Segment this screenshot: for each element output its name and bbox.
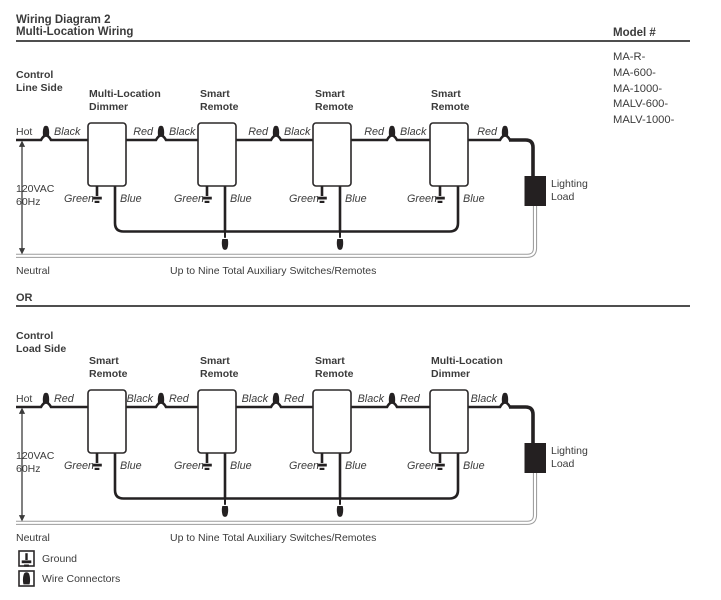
load-label-line1: Lighting (551, 178, 588, 190)
output-wire-label: Black (470, 393, 497, 405)
model-number: MA-600- (613, 66, 656, 79)
section-label-line1: Control (16, 69, 54, 81)
or-rule (16, 305, 690, 307)
ground-wire-label: Green (63, 193, 94, 205)
header-rule (16, 40, 690, 42)
device-name: Smart (200, 88, 230, 100)
output-wire-label: Red (133, 126, 153, 138)
wire-connector-icon (337, 506, 343, 517)
model-number: MA-1000- (613, 82, 663, 95)
traveler-wire-label: Blue (463, 460, 485, 472)
wire-connector-icon (222, 239, 228, 250)
input-wire-label: Red (284, 393, 304, 405)
wire-connector-icon (389, 393, 395, 404)
device-name: Multi-Location (89, 88, 161, 100)
traveler-wire-label: Blue (120, 460, 142, 472)
device-name: Smart (315, 355, 345, 367)
model-number: MALV-1000- (613, 114, 675, 127)
voltage-label-line1: 120VAC (16, 450, 55, 462)
neutral-label: Neutral (16, 532, 50, 544)
load-label-line2: Load (551, 191, 575, 203)
legend-wire-connectors (18, 570, 120, 587)
device-name: Remote (200, 368, 239, 380)
wire-connector-icon (502, 126, 508, 137)
wire-connector-legend-icon (18, 570, 35, 587)
load-label-line1: Lighting (551, 445, 588, 457)
load-label-line2: Load (551, 458, 575, 470)
device-name: Multi-Location (431, 355, 503, 367)
load-feed-wire (509, 140, 533, 176)
device-name: Smart (200, 355, 230, 367)
ground-wire-label: Green (406, 193, 437, 205)
device-box-remote (430, 123, 468, 186)
lighting-load-box (525, 443, 547, 473)
arrow-down-icon (19, 248, 25, 254)
model-number-header: Model # (613, 27, 656, 39)
wire-connector-icon (273, 126, 279, 137)
load-side-diagram (0, 327, 721, 555)
ground-legend-icon (18, 550, 35, 567)
arrow-up-icon (19, 141, 25, 147)
output-wire-label: Black (241, 393, 268, 405)
neutral-label: Neutral (16, 265, 50, 277)
or-label: OR (16, 292, 33, 304)
traveler-wire-label: Blue (230, 460, 252, 472)
wire-connector-icon (502, 393, 508, 404)
device-name: Dimmer (89, 101, 129, 113)
device-name: Remote (315, 368, 354, 380)
traveler-wire-label: Blue (345, 193, 367, 205)
voltage-label-line1: 120VAC (16, 183, 55, 195)
wire-connector-icon (158, 126, 164, 137)
ground-wire-label: Green (173, 460, 204, 472)
traveler-wire-label: Blue (230, 193, 252, 205)
wire-connector-icon (222, 506, 228, 517)
note-label: Up to Nine Total Auxiliary Switches/Remotes (170, 265, 377, 277)
section-label-line2: Line Side (16, 82, 63, 94)
section-label-line2: Load Side (16, 343, 67, 355)
legend-ground-label: Ground (42, 552, 78, 565)
page-title-line2: Multi-Location Wiring (16, 26, 134, 38)
output-wire-label: Black (126, 393, 153, 405)
arrow-up-icon (19, 408, 25, 414)
section-label-line1: Control (16, 330, 54, 342)
ground-wire-label: Green (288, 460, 319, 472)
device-box-remote (198, 390, 236, 453)
output-wire-label: Black (357, 393, 384, 405)
device-name: Remote (89, 368, 128, 380)
device-box-remote (198, 123, 236, 186)
device-name: Smart (89, 355, 119, 367)
input-wire-label: Black (284, 126, 311, 138)
wire-connector-icon (337, 239, 343, 250)
device-name: Smart (315, 88, 345, 100)
input-wire-label: Red (169, 393, 189, 405)
wire-connector-icon (273, 393, 279, 404)
wire-connector-icon (43, 126, 49, 137)
hot-label: Hot (16, 393, 33, 405)
ground-wire-label: Green (288, 193, 319, 205)
input-wire-label: Black (169, 126, 196, 138)
traveler-wire-label: Blue (463, 193, 485, 205)
hot-label: Hot (16, 126, 33, 138)
lighting-load-box (525, 176, 547, 206)
model-number: MALV-600- (613, 98, 669, 111)
ground-wire-label: Green (406, 460, 437, 472)
wire-connector-icon (389, 126, 395, 137)
arrow-down-icon (19, 515, 25, 521)
wire-connector-icon (43, 393, 49, 404)
device-name: Remote (200, 101, 239, 113)
note-label: Up to Nine Total Auxiliary Switches/Remotes (170, 532, 377, 544)
load-feed-wire (509, 407, 533, 443)
traveler-wire-label: Blue (345, 460, 367, 472)
device-name: Dimmer (431, 368, 471, 380)
input-wire-label: Black (400, 126, 427, 138)
ground-wire-label: Green (173, 193, 204, 205)
page-title-line1: Wiring Diagram 2 (16, 14, 111, 26)
device-box-remote (313, 123, 351, 186)
input-wire-label: Red (54, 393, 74, 405)
device-box-remote (313, 390, 351, 453)
wire-connector-icon (158, 393, 164, 404)
output-wire-label: Red (364, 126, 384, 138)
voltage-label-line2: 60Hz (16, 196, 41, 208)
legend-ground (18, 550, 77, 567)
device-box-dimmer (88, 123, 126, 186)
input-wire-label: Black (54, 126, 81, 138)
wire-connector-icon (23, 572, 30, 584)
device-name: Remote (431, 101, 470, 113)
input-wire-label: Red (400, 393, 420, 405)
line-side-diagram (0, 60, 721, 288)
model-number: MA-R- (613, 51, 646, 63)
device-box-remote (88, 390, 126, 453)
ground-wire-label: Green (63, 460, 94, 472)
output-wire-label: Red (477, 126, 497, 138)
voltage-label-line2: 60Hz (16, 463, 41, 475)
device-name: Remote (315, 101, 354, 113)
device-box-dimmer (430, 390, 468, 453)
device-name: Smart (431, 88, 461, 100)
output-wire-label: Red (248, 126, 268, 138)
legend-wire-connectors-label: Wire Connectors (42, 572, 121, 585)
traveler-wire-label: Blue (120, 193, 142, 205)
page-title (16, 14, 133, 38)
